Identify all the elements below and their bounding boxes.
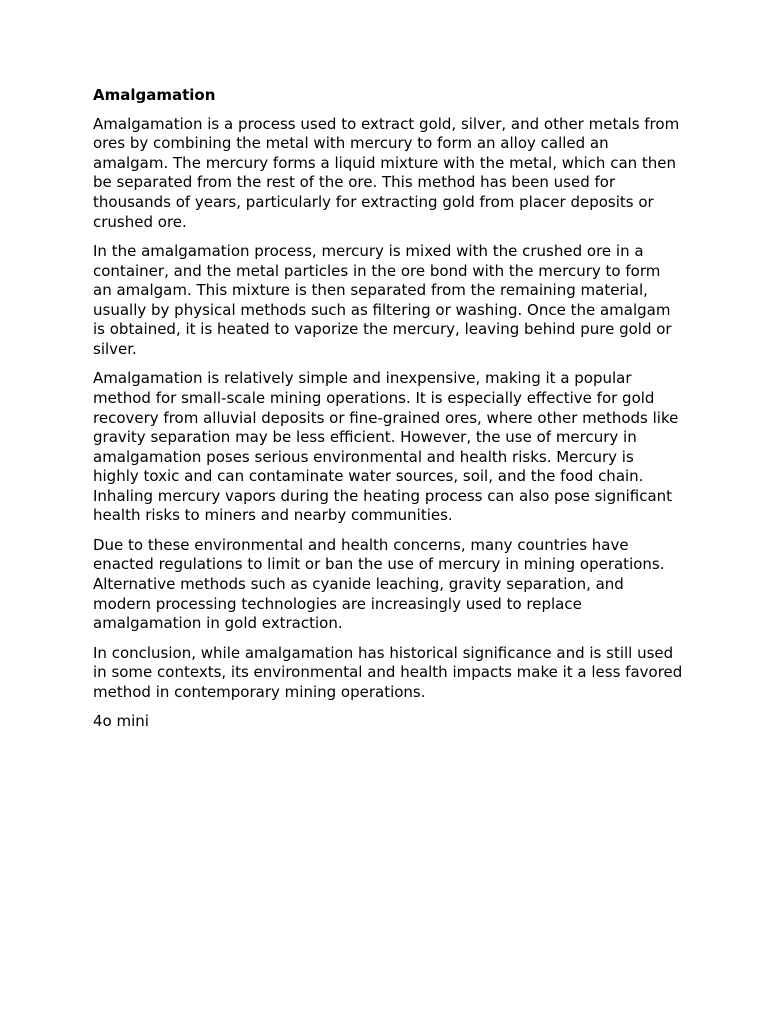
paragraph-3: Amalgamation is relatively simple and inexpensive, making it a popular method for small-scale mining operations. It is especially effective for gold recovery from alluvial deposits or fine-grained ores, where other methods like gravity separation may be less efficient. However, the use of mercury in amalgamation poses serious environmental and health risks. Mercury is highly toxic and can contaminate water sources, soil, and the food chain. Inhaling mercury vapors during the heating process can also pose significant health risks to miners and nearby communities. <box>93 369 679 525</box>
paragraph-2: In the amalgamation process, mercury is mixed with the crushed ore in a container, and the metal particles in the ore bond with the mercury to form an amalgam. This mixture is then separated from the remaining material, usually by physical methods such as filtering or washing. Once the amalgam is obtained, it is heated to vaporize the mercury, leaving behind pure gold or silver. <box>93 241 672 358</box>
paragraph-4: Due to these environmental and health concerns, many countries have enacted regulations to limit or ban the use of mercury in mining operations. Alternative methods such as cyanide leaching, gravity separation, and modern processing technologies are increasingly used to replace amalgamation in gold extraction. <box>93 535 665 633</box>
model-label: 4o mini <box>93 712 149 731</box>
document-page <box>93 86 683 732</box>
paragraph-1: Amalgamation is a process used to extract gold, silver, and other metals from ores by combining the metal with mercury to form an alloy called an amalgam. The mercury forms a liquid mixture with the metal, which can then be separated from the rest of the ore. This method has been used for thousands of years, particularly for extracting gold from placer deposits or crushed ore. <box>93 114 680 231</box>
paragraph-5: In conclusion, while amalgamation has historical significance and is still used in some contexts, its environmental and health impacts make it a less favored method in contemporary mining operations. <box>93 643 683 701</box>
document-title: Amalgamation <box>93 86 216 104</box>
